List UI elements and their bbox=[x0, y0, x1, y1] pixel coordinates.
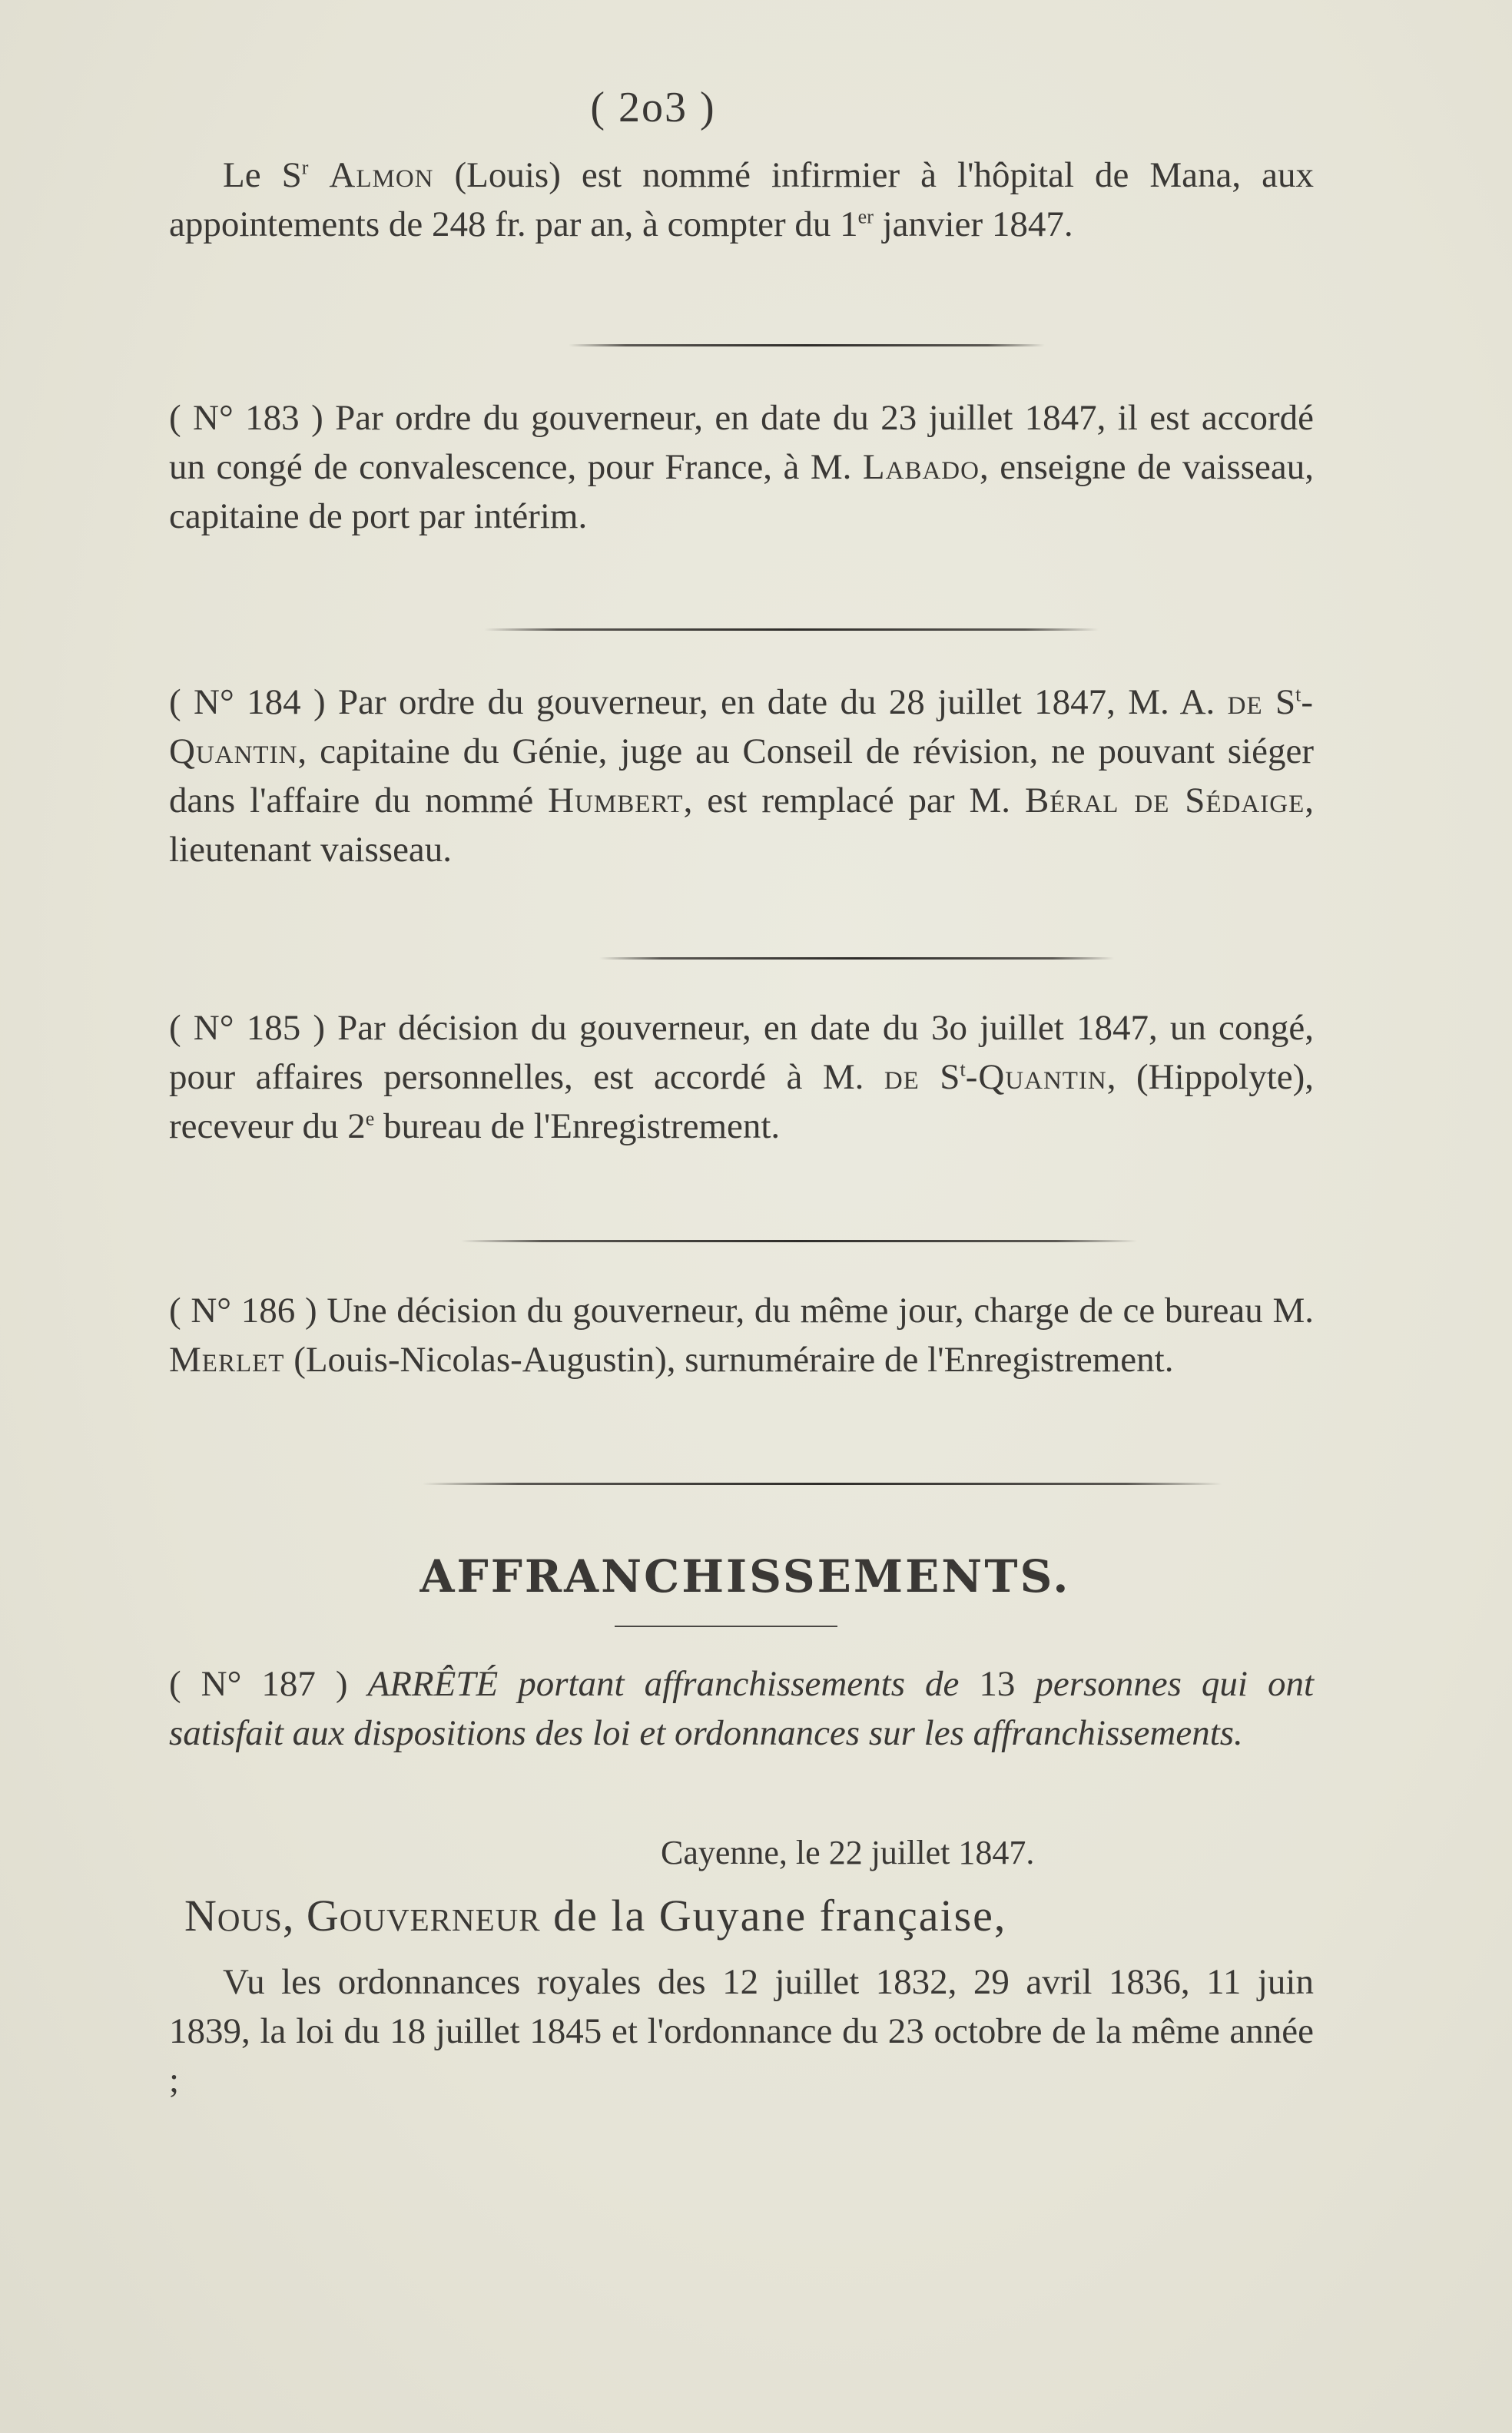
superscript: er bbox=[857, 205, 874, 228]
entry-body: , (Hippolyte), receveur du 2 bbox=[169, 1057, 1315, 1146]
entry-number: ( N° 183 ) bbox=[169, 398, 323, 438]
entry-text bbox=[169, 678, 1314, 874]
superscript: t bbox=[960, 1058, 966, 1081]
place-date: Cayenne, le 22 juillet 1847. bbox=[661, 1834, 1035, 1871]
entry-body: Par décision du gouverneur, en date du 3o juillet 1847, un congé, pour affaires personnelles, est accordé à M. bbox=[169, 1008, 1315, 1097]
governor-nous: Nous, bbox=[184, 1891, 307, 1941]
section-heading: AFFRANCHISSEMENTS. bbox=[419, 1550, 1071, 1603]
particle: de bbox=[884, 1057, 920, 1097]
divider-rule bbox=[461, 1240, 1137, 1242]
page-number: ( 2o3 ) bbox=[590, 84, 716, 131]
divider-rule bbox=[423, 1483, 1222, 1485]
entry-body: Une décision du gouverneur, du même jour, charge de ce bureau M. bbox=[327, 1291, 1315, 1331]
governor-rest: de la Guyane française, bbox=[540, 1891, 1007, 1941]
person-name: Humbert bbox=[548, 781, 684, 820]
person-name: Almon bbox=[329, 155, 434, 195]
person-name: Béral de Sédaige bbox=[1024, 781, 1305, 820]
entry-body: , est remplacé par M. bbox=[683, 781, 1025, 820]
considerant-paragraph: Vu les ordonnances royales des 12 juillet 1832, 29 avril 1836, 11 juin 1839, la loi du 18 juillet 1845 et l'ordonnance du 23 octobre de la même année ; bbox=[169, 1962, 1314, 2100]
divider-rule bbox=[569, 344, 1045, 346]
entry-number: ( N° 187 ) bbox=[169, 1664, 348, 1704]
entry-number: ( N° 185 ) bbox=[169, 1008, 325, 1048]
governor-title: Gouverneur bbox=[306, 1891, 541, 1941]
arrete-title: ARRÊTÉ portant affranchissements de bbox=[367, 1664, 980, 1704]
entry-186 bbox=[169, 1286, 1314, 1384]
entry-185 bbox=[169, 1003, 1314, 1151]
particle: de bbox=[1227, 682, 1263, 722]
entry-184 bbox=[169, 678, 1314, 874]
person-name: -Quantin bbox=[169, 682, 1315, 771]
entry-body: , capitaine du Génie, juge au Conseil de révision, ne pouvant siéger dans l'affaire du nommé bbox=[169, 731, 1314, 820]
arrete-title-end: personnes qui ont satisfait aux dispositions des loi et ordonnances sur les affranchissements. bbox=[169, 1664, 1315, 1753]
entry-body-end: bureau de l'Enregistrement. bbox=[374, 1106, 781, 1146]
person-name: Merlet bbox=[169, 1340, 285, 1380]
entry-number: ( N° 186 ) bbox=[169, 1291, 317, 1331]
divider-rule bbox=[599, 957, 1114, 960]
superscript: r bbox=[301, 156, 309, 179]
entry-body: S bbox=[1262, 682, 1296, 722]
heading-underline bbox=[615, 1626, 837, 1627]
superscript: t bbox=[1295, 683, 1301, 706]
person-name: Labado bbox=[862, 447, 980, 487]
entry-text bbox=[169, 1659, 1314, 1758]
entry-187 bbox=[169, 1659, 1314, 1758]
entry-almon bbox=[169, 151, 1314, 249]
entry-text bbox=[169, 1286, 1314, 1384]
divider-rule bbox=[484, 628, 1099, 631]
entry-body-end: , lieutenant vaisseau. bbox=[169, 781, 1314, 870]
person-name: -Quantin bbox=[965, 1057, 1107, 1097]
entry-183 bbox=[169, 393, 1314, 541]
entry-text bbox=[169, 1003, 1314, 1151]
entry-number: ( N° 184 ) bbox=[169, 682, 326, 722]
entry-body: Par ordre du gouverneur, en date du 28 juillet 1847, M. A. bbox=[337, 682, 1228, 722]
entry-body: S bbox=[919, 1057, 960, 1097]
superscript: e bbox=[365, 1107, 375, 1130]
entry-text bbox=[169, 151, 1314, 249]
entry-body: Par ordre du gouverneur, en date du 23 juillet 1847, il est accordé un congé de convalescence, pour France, à M. bbox=[169, 398, 1315, 487]
entry-body: (Louis) est nommé infirmier à l'hôpital de Mana, aux appointements de 248 fr. par an, à compter du 1 bbox=[169, 155, 1314, 244]
governor-line bbox=[184, 1890, 1006, 1941]
entry-text bbox=[169, 393, 1314, 541]
entry-body-end: janvier 1847. bbox=[873, 204, 1073, 244]
entry-body-end: , enseigne de vaisseau, capitaine de port par intérim. bbox=[169, 447, 1314, 536]
entry-prefix: Le S bbox=[223, 155, 302, 195]
arrete-count: 13 bbox=[979, 1664, 1016, 1704]
entry-body-end: (Louis-Nicolas-Augustin), surnuméraire de l'Enregistrement. bbox=[284, 1340, 1174, 1380]
